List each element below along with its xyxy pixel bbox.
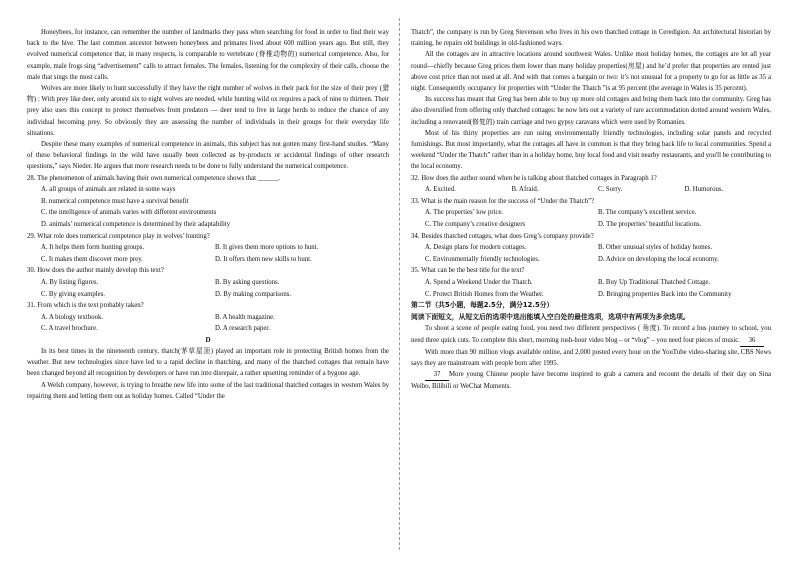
option-33-c[interactable]: C. The company’s creative designers [425,221,526,229]
section-2-instructions: 阅读下面短文，从短文后的选项中选出能填入空白处的最佳选项，选项中有两项为多余选项。 [411,312,690,321]
option-32-b[interactable]: B. Afraid. [511,186,539,194]
left-column [27,27,389,402]
paragraph-cottages: All the cottages are in attractive locations around southwest Wales. Unlike most holiday homes, the cottages are let all year round—chiefly because Greg prices them lower than many holiday properties(房屋) and he’d prefer that properties are rented just above cost price than not used at all. And with that comes a bargain or two: it’s not unusual for a property to go for as little as 35 a night. Consequently occupancy for properties with “Under the Thatch ”is at 95 percent (the average in Wales is 35 percent). [411,51,771,93]
question-31-options [27,312,389,335]
question-30-stem: 30. How does the author mainly develop this text? [27,267,164,275]
section-letter-d: D [205,335,211,344]
option-34-a[interactable]: A. Design plans for modern cottages. [425,244,527,252]
paragraph-continued: Thatch”, the company is run by Greg Stevenson who lives in his own thatched cottage in Ceredigion. An architectural historian by training, he repairs old buildings in old-fashioned ways. [411,29,771,48]
option-32-a[interactable]: A. Excited. [425,186,456,194]
option-30-d[interactable]: D. By making comparisons. [215,290,292,298]
paragraph-vlogs: With more than 90 million vlogs available online, and 2,000 posted every hour on the YouTube video-sharing site, CBS News says they are mainstream with people born after 1995. [411,348,771,367]
question-32-stem: 32. How does the author sound when he is talking about thatched cottages in Paragraph 1? [411,174,657,182]
paragraph-shoot-text: To shoot a scene of people eating food, you need two different perspectives ( 角度). To record a bus journey to school, you need three quick cuts. To complete this short, morning rush-hour video blog – or “vlog” – you need four pieces of music. [411,325,771,344]
paragraph-wolves: Wolves are more likely to hunt successfully if they have the right number of wolves in their pack for the size of their prey (猎物) : With prey like deer, only around six to eight wolves are needed, while hunting wild ox requires a pack of nine to thirteen. Their prey also uses this concept to protect themselves from predators — deer tend to live in large herds to reduce the chance of any individual becoming prey. So obviously they are assessing the number of individuals in their groups for their everyday life situations. [27,85,389,137]
paragraph-welsh: A Welsh company, however, is trying to breathe new life into some of the last traditional thatched cottages in western Wales by repairing them and letting them out as holiday homes. Called “Under the [27,381,389,400]
option-28-c[interactable]: C. the intelligence of animals varies with different environments [41,209,217,217]
option-34-b[interactable]: B. Other unusual styles of holiday homes. [598,244,713,252]
blank-36[interactable]: 36 [740,335,764,347]
option-35-b[interactable]: B. Buy Up Traditional Thatched Cottage. [598,278,711,286]
option-35-a[interactable]: A. Spend a Weekend Under the Thatch. [425,278,533,286]
option-33-a[interactable]: A. The properties’ low price. [425,209,504,217]
paragraph-honeybees: Honeybees, for instance, can remember the number of landmarks they pass when searching for food in order to find their way back to the hive. The last common ancestor between honeybees and primates lived about 600 million years ago. But still, they evolved numerical competence that, in many respects, is comparable to vertebrate (脊椎动物的) numerical competence. Also, for example, male frogs sing “advertisement” calls to attract females. The females, listening for the complexity of their calls, choose the male that sings the most calls. [27,29,389,81]
option-31-c[interactable]: C. A travel brochure. [41,325,98,333]
option-28-a[interactable]: A. all groups of animals are related in some ways [41,186,176,194]
option-33-b[interactable]: B. The company’s excellent service. [598,209,697,217]
option-33-d[interactable]: D. The properties’ beautiful locations. [598,221,702,229]
section-2-title: 第二节（共5小题，每题2.5分，满分12.5分） [411,301,554,310]
paragraph-despite: Despite these many examples of numerical competence in animals, this subject has not gotten many first-hand studies. “Many of these behavioral findings in the wild have usually been collected as by-products or accidental findings of other research questions,” says Nieder. He argues that more research needs to be done to fully understand the numerical competence. [27,141,389,171]
option-29-c[interactable]: C. It makes them discover more prey. [41,255,143,263]
paragraph-properties: Most of his thirty properties are run using environmentally friendly technologies, including solar panels and recycled furnishings. But most importantly, what the cottages all have in common is that they bring back life to local communities. Spend a weekend “Under the Thatch” rather than in a holiday home, buy local food and visit nearby restaurants, and you'll be contributing to the local economy. [411,129,771,171]
question-35-stem: 35. What can be the best title for the text? [411,267,525,275]
question-33-options [411,207,771,230]
option-31-d[interactable]: D. A research paper. [215,325,270,333]
question-31-stem: 31. From which is the text probably taken? [27,302,144,310]
option-32-c[interactable]: C. Sorry. [598,186,623,194]
question-28-stem: 28. The phenomenon of animals having their own numerical competence shows that ______. [27,174,280,182]
question-33-stem: 33. What is the main reason for the success of “Under the Thatch”? [411,197,595,205]
option-29-d[interactable]: D. It offers them new skills to hunt. [215,255,312,263]
question-29-stem: 29. What role does numerical competence play in wolves’ hunting? [27,232,210,240]
option-30-a[interactable]: A. By listing figures. [41,278,99,286]
question-32-options [411,184,771,196]
option-34-c[interactable]: C. Environmentally friendly technologies. [425,255,540,263]
paragraph-chinese [411,369,771,392]
option-34-d[interactable]: D. Advice on developing the local economy. [598,255,719,263]
option-29-a[interactable]: A. It helps them form hunting groups. [41,244,145,252]
option-32-d[interactable]: D. Humorous. [684,186,724,194]
question-30-options [27,277,389,300]
option-28-d[interactable]: D. animals’ numerical competence is determined by their adaptability [41,221,231,229]
option-31-a[interactable]: A. A biology textbook. [41,313,104,321]
column-divider [399,18,400,550]
option-31-b[interactable]: B. A health magazine. [215,313,275,321]
option-30-b[interactable]: B. By asking questions. [215,278,280,286]
paragraph-success: Its success has meant that Greg has been able to buy up more old cottages and bring them back into the community. Greg has also diversified from offering only thatched cottages: he now lets out a variety of rare accommodation dotted around western Wales, including a renovated(修复的) train carriage and two gypsy caravans which were used by Romanies. [411,96,771,126]
option-29-b[interactable]: B. It gives them more options to hunt. [215,244,319,252]
question-29-options [27,242,389,265]
option-28-b[interactable]: B. numerical competence must have a survival benefit [41,197,189,205]
paragraph-shoot [411,323,771,346]
question-34-options [411,242,771,265]
paragraph-chinese-text: More young Chinese people have become inspired to grab a camera and recount the details of their day on Sina Weibo, Bilibili or WeChat Moments. [411,371,771,391]
option-35-c[interactable]: C. Protect British Homes from the Weather. [425,290,544,298]
question-34-stem: 34. Besides thatched cottages, what does Greg’s company provide? [411,232,594,240]
right-column [411,27,771,393]
option-30-c[interactable]: C. By giving examples. [41,290,105,298]
blank-37[interactable]: 37 [425,369,449,381]
paragraph-thatch: In its best times in the nineteenth century, thatch(茅草屋顶) played an important role in protecting British homes from the weather. But new technologies since have led to a rapid decline in thatching, and many of the thatched cottages that remain have been changed beyond all recognition by developers or have run into disrepair, a rather upsetting reminder of a bygone age. [27,347,389,378]
question-35-options [411,277,771,300]
option-35-d[interactable]: D. Bringing properties Back into the Community [598,290,732,298]
